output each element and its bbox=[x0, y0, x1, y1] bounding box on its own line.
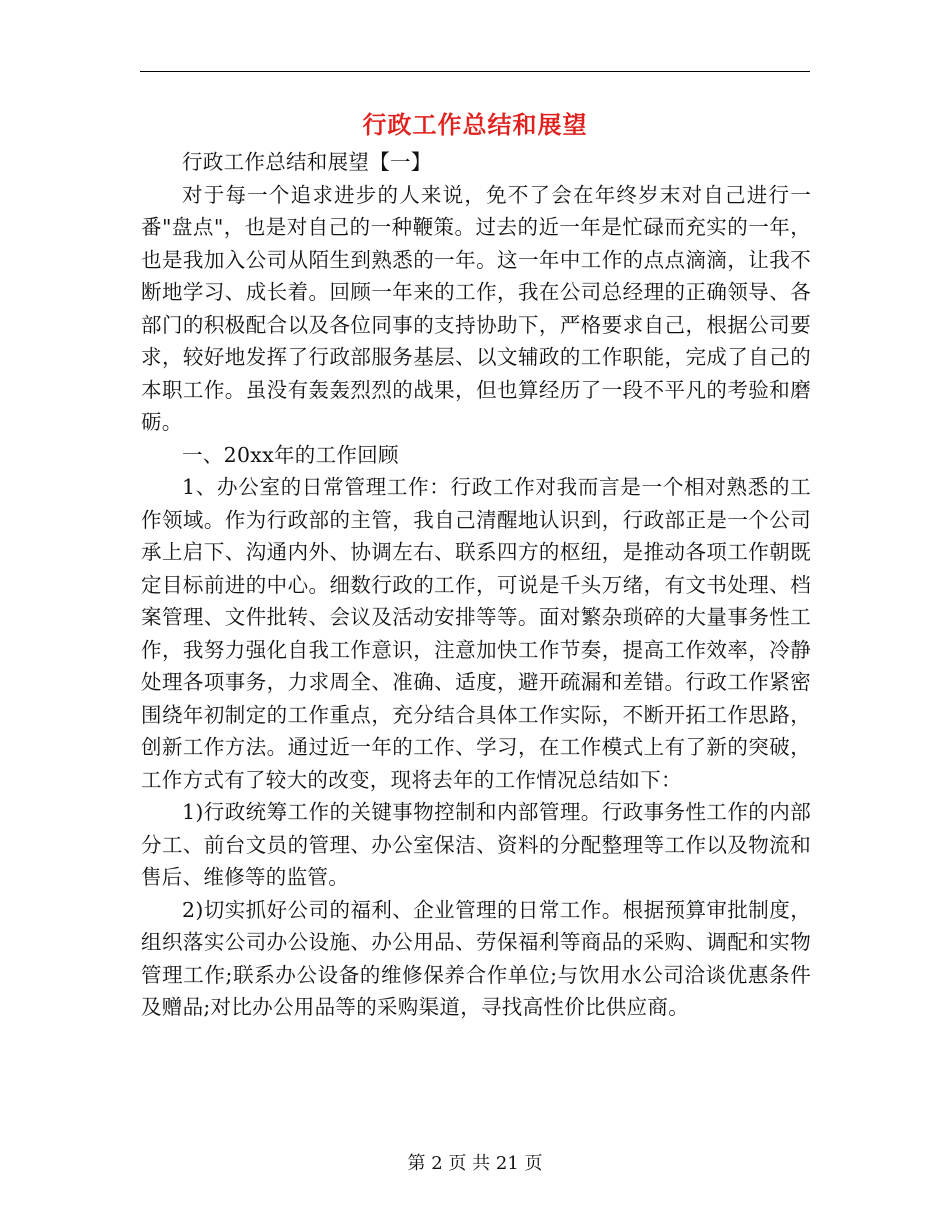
footer-prefix: 第 bbox=[407, 1153, 426, 1174]
page-number: 2 bbox=[431, 1153, 443, 1174]
body-paragraph: 对于每一个追求进步的人来说，免不了会在年终岁末对自己进行一番"盘点"，也是对自己的一种鞭策。过去的近一年是忙碌而充实的一年，也是我加入公司从陌生到熟悉的一年。这一年中工作的点点滴滴，让我不断地学习、成长着。回顾一年来的工作，我在公司总经理的正确领导、各部门的积极配合以及各位同事的支持协助下，严格要求自己，根据公司要求，较好地发挥了行政部服务基层、以文辅政的工作职能，完成了自己的本职工作。虽没有轰轰烈烈的战果，但也算经历了一段不平凡的考验和磨砺。 bbox=[141, 182, 811, 434]
document-title: 行政工作总结和展望 bbox=[362, 111, 588, 139]
body-paragraph: 1、办公室的日常管理工作：行政工作对我而言是一个相对熟悉的工作领域。作为行政部的主管，我自己清醒地认识到，行政部正是一个公司承上启下、沟通内外、协调左右、联系四方的枢纽，是推动各项工作朝既定目标前进的中心。细数行政的工作，可说是千头万绪，有文书处理、档案管理、文件批转、会议及活动安排等等。面对繁杂琐碎的大量事务性工作，我努力强化自我工作意识，注意加快工作节奏，提高工作效率，冷静处理各项事务，力求周全、准确、适度，避开疏漏和差错。行政工作紧密围绕年初制定的工作重点，充分结合具体工作实际，不断开拓工作思路，创新工作方法。通过近一年的工作、学习，在工作模式上有了新的突破，工作方式有了较大的改变，现将去年的工作情况总结如下： bbox=[141, 475, 811, 792]
subsection-heading: 一、20xx年的工作回顾 bbox=[182, 442, 399, 467]
footer-suffix: 页 bbox=[524, 1153, 543, 1174]
body-paragraph: 2)切实抓好公司的福利、企业管理的日常工作。根据预算审批制度，组织落实公司办公设施、办公用品、劳保福利等商品的采购、调配和实物管理工作;联系办公设备的维修保养合作单位;与饮用水公司洽谈优惠条件及赠品;对比办公用品等的采购渠道，寻找高性价比供应商。 bbox=[141, 897, 811, 1019]
document-body bbox=[141, 146, 811, 1024]
section-heading: 行政工作总结和展望【一】 bbox=[182, 150, 432, 174]
header-rule bbox=[140, 71, 810, 72]
total-pages: 21 bbox=[495, 1153, 519, 1174]
page-footer bbox=[0, 1151, 950, 1177]
body-paragraph: 1)行政统筹工作的关键事物控制和内部管理。行政事务性工作的内部分工、前台文员的管理、办公室保洁、资料的分配整理等工作以及物流和售后、维修等的监管。 bbox=[141, 800, 811, 889]
footer-middle: 页 共 bbox=[448, 1153, 491, 1174]
